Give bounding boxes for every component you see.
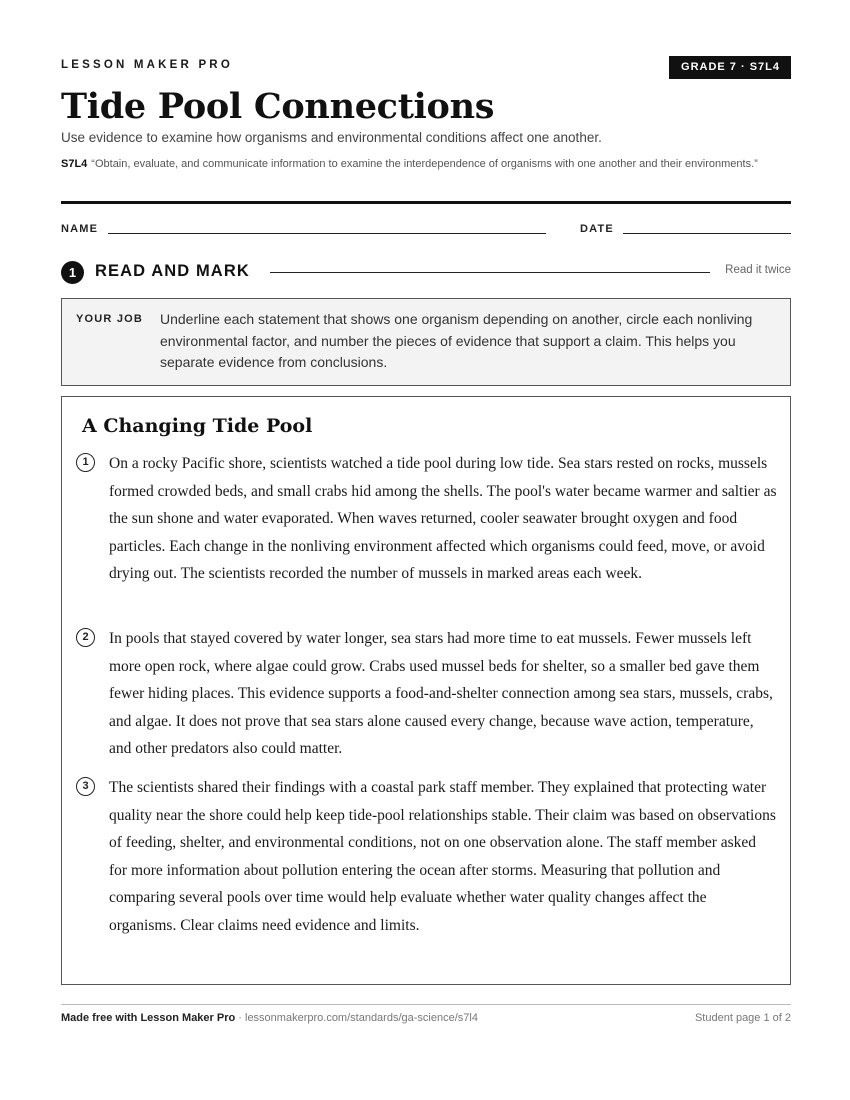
reading-passage	[61, 396, 791, 985]
footer-divider	[61, 1004, 791, 1005]
page-subtitle: Use evidence to examine how organisms and environmental conditions affect one another.	[61, 130, 602, 145]
passage-paragraph: In pools that stayed covered by water longer, sea stars had more time to eat mussels. Fewer mussels left more open rock, where algae could grow. Crabs used mussel beds for shelter, so a smaller bed gave them fewer hiding places. This evidence supports a food-and-shelter connection among sea stars, mussels, crabs, and algae. It does not prove that sea stars alone caused every change, because wave action, temperature, and other predators also could matter.	[109, 630, 773, 758]
paragraph-number: 2	[76, 628, 95, 647]
date-label: DATE	[580, 223, 614, 235]
paragraph-number: 1	[76, 453, 95, 472]
grade-badge: GRADE 7 · S7L4	[669, 56, 791, 79]
section-title: READ AND MARK	[95, 262, 250, 280]
paragraph-number: 3	[76, 777, 95, 796]
section-divider	[270, 272, 710, 273]
passage-paragraph: On a rocky Pacific shore, scientists watched a tide pool during low tide. Sea stars rested on rocks, mussels formed crowded beds, and small crabs hid among the shells. The pool's water became warmer and saltier as the sun shone and water evaporated. When waves returned, cooler seawater brought oxygen and food particles. Each change in the nonliving environment affected which organisms could feed, move, or avoid drying out. The scientists recorded the number of mussels in marked areas each week.	[109, 455, 777, 583]
name-label: NAME	[61, 223, 99, 235]
standard-statement	[61, 156, 791, 173]
header	[61, 56, 791, 80]
instructions-box	[61, 298, 791, 386]
brand-name: LESSON MAKER PRO	[61, 59, 233, 71]
passage-title: A Changing Tide Pool	[82, 415, 313, 437]
section-number-badge: 1	[61, 261, 84, 284]
section-note: Read it twice	[725, 264, 791, 276]
standard-text: “Obtain, evaluate, and communicate information to examine the interdependence of organisms with one another and their environments.”	[91, 158, 758, 170]
name-date-row	[61, 222, 791, 238]
standard-code: S7L4	[61, 158, 88, 170]
footer-separator: ·	[235, 1012, 245, 1024]
section-header	[61, 260, 791, 284]
footer-credit	[61, 1012, 478, 1024]
date-field[interactable]	[623, 233, 791, 234]
name-field[interactable]	[108, 233, 546, 234]
header-divider	[61, 201, 791, 204]
footer-page-number: Student page 1 of 2	[694, 1012, 791, 1024]
page-title: Tide Pool Connections	[61, 86, 495, 127]
instructions-text: Underline each statement that shows one organism depending on another, circle each nonliving environmental factor, and number the pieces of evidence that support a claim. This helps you separate evidence from conclusions.	[160, 311, 753, 370]
footer-made-with: Made free with Lesson Maker Pro	[61, 1012, 236, 1024]
footer-url[interactable]: lessonmakerpro.com/standards/ga-science/s7l4	[245, 1012, 478, 1024]
instructions-label: YOUR JOB	[76, 313, 144, 325]
passage-paragraph: The scientists shared their findings with a coastal park staff member. They explained that protecting water quality near the shore could help keep tide-pool relationships stable. Their claim was based on observations of feeding, shelter, and environmental conditions, not on one observation alone. The staff member asked for more information about pollution entering the ocean after storms. Measuring that pollution and comparing several pools over time would help evaluate whether water quality changes affect the organisms. Clear claims need evidence and limits.	[109, 779, 776, 934]
